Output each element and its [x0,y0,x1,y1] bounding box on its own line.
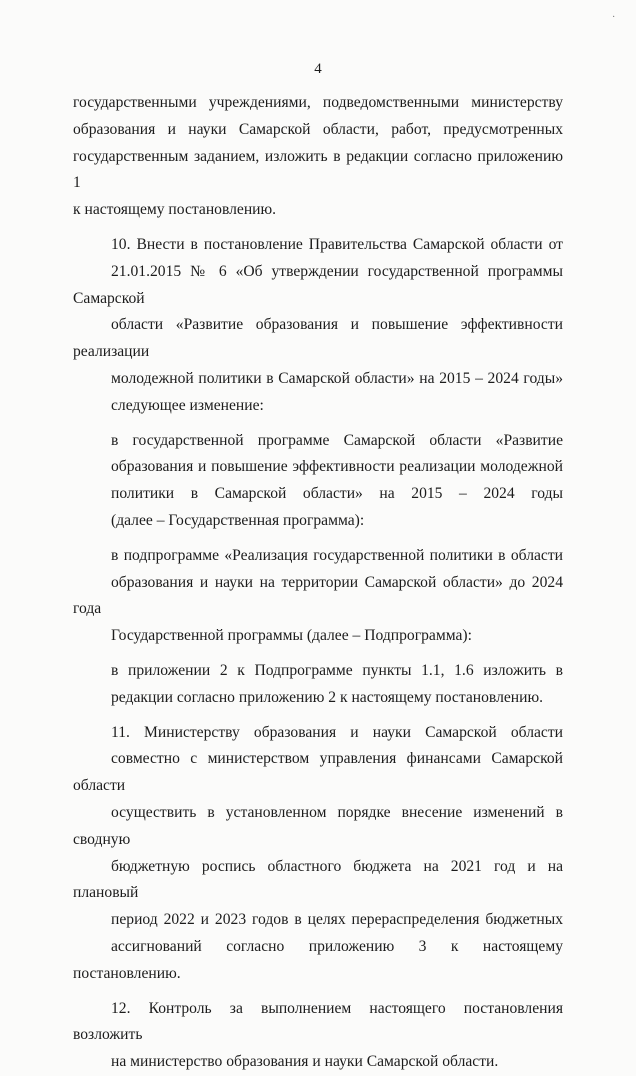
text-line: период 2022 и 2023 годов в целях перераспределения бюджетных [111,911,563,929]
text-line: на министерство образования и науки Самарской области. [111,1053,499,1071]
paragraph-appendix [73,658,563,712]
text-line: в подпрограмме «Реализация государственной политики в области [111,546,563,564]
text-line: редакции согласно приложению 2 к настоящему постановлению. [111,688,544,706]
text-line: в приложении 2 к Подпрограмме пункты 1.1, 1.6 изложить в [111,661,563,679]
text-line: совместно с министерством управления финансами Самарской области [73,750,563,795]
text-line: 10. Внести в постановление Правительства Самарской области от [111,235,563,253]
margin-mark: · [612,12,616,23]
text-line: государственными учреждениями, подведомственными министерству [73,94,563,111]
text-line: 21.01.2015 № 6 «Об утверждении государственной программы Самарской [73,262,563,307]
text-line: государственным заданием, изложить в редакции согласно приложению 1 [73,147,563,192]
paragraph-continuation [73,90,563,224]
text-line: 11. Министерству образования и науки Самарской области [111,723,563,741]
paragraph-subprogram [73,543,563,650]
text-line: молодежной политики в Самарской области» на 2015 – 2024 годы» [111,369,563,387]
text-line: к настоящему постановлению. [73,201,277,219]
page-number: 4 [314,61,322,77]
text-line: 12. Контроль за выполнением настоящего постановления возложить [73,999,563,1044]
paragraph-item-12 [73,996,563,1076]
text-line: Государственной программы (далее – Подпрограмма): [111,627,472,645]
text-line: в государственной программе Самарской области «Развитие [111,431,563,449]
document-body [73,90,563,1076]
text-line: следующее изменение: [111,396,264,414]
text-line: (далее – Государственная программа): [111,511,365,529]
text-line: бюджетную роспись областного бюджета на 2021 год и на плановый [73,857,563,902]
text-line: образования и науки Самарской области, работ, предусмотренных [73,120,563,138]
paragraph-program [73,428,563,535]
paragraph-item-10 [73,232,563,420]
text-line: осуществить в установленном порядке внесение изменений в сводную [73,803,563,848]
text-line: образования и повышение эффективности реализации молодежной [111,458,563,476]
paragraph-item-11 [73,720,563,988]
text-line: политики в Самарской области» на 2015 – 2024 годы [111,485,563,503]
text-line: образования и науки на территории Самарской области» до 2024 года [73,573,563,618]
text-line: области «Развитие образования и повышение эффективности реализации [73,316,563,361]
text-line: ассигнований согласно приложению 3 к настоящему постановлению. [73,937,563,982]
